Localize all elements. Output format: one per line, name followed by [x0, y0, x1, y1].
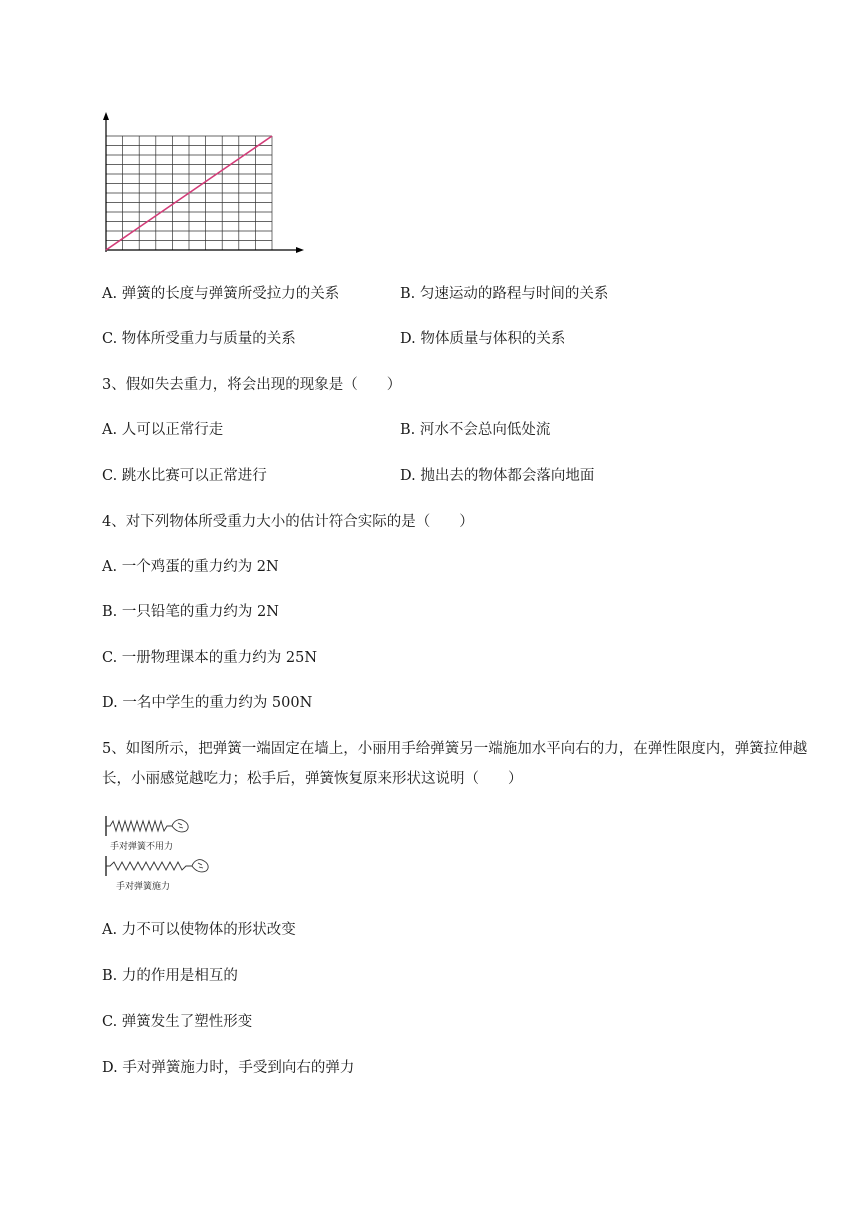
y-axis-arrow-icon	[103, 112, 109, 120]
q4-option-d: D. 一名中学生的重力约为 500N	[102, 695, 313, 711]
q3-option-c: C. 跳水比赛可以正常进行	[102, 468, 267, 484]
x-axis-arrow-icon	[296, 247, 304, 253]
q2-option-c: C. 物体所受重力与质量的关系	[102, 331, 296, 347]
spring-figure	[100, 814, 230, 896]
q3-option-a: A. 人可以正常行走	[102, 422, 224, 438]
q5-option-a: A. 力不可以使物体的形状改变	[102, 922, 296, 938]
q4-option-c: C. 一册物理课本的重力约为 25N	[102, 650, 318, 666]
q5-stem: 5、如图所示，把弹簧一端固定在墙上，小丽用手给弹簧另一端施加水平向右的力，在弹性限度内，弹簧拉伸越长，小丽感觉越吃力；松手后，弹簧恢复原来形状这说明（ ）	[102, 741, 808, 787]
q2-option-d: D. 物体质量与体积的关系	[400, 331, 566, 347]
q4-stem: 4、对下列物体所受重力大小的估计符合实际的是（ ）	[102, 514, 474, 530]
hand-icon	[192, 860, 208, 872]
q4-option-b: B. 一只铅笔的重力约为 2N	[102, 604, 279, 620]
figure-caption-bottom: 手对弹簧施力	[116, 882, 171, 892]
q3-option-b: B. 河水不会总向低处流	[400, 422, 551, 438]
linear-graph-figure	[96, 110, 308, 260]
q5-option-c: C. 弹簧发生了塑性形变	[102, 1014, 253, 1030]
q5-option-d: D. 手对弹簧施力时，手受到向右的弹力	[102, 1060, 355, 1076]
spring-icon	[106, 862, 192, 870]
q3-option-d: D. 抛出去的物体都会落向地面	[400, 468, 595, 484]
q4-option-a: A. 一个鸡蛋的重力约为 2N	[102, 559, 279, 575]
figure-caption-top: 手对弹簧不用力	[110, 842, 174, 852]
hand-icon	[172, 820, 188, 832]
q3-stem: 3、假如失去重力，将会出现的现象是（ ）	[102, 377, 402, 393]
q2-option-b: B. 匀速运动的路程与时间的关系	[400, 286, 609, 302]
spring-icon	[106, 821, 172, 831]
q2-option-a: A. 弹簧的长度与弹簧所受拉力的关系	[102, 286, 340, 302]
q5-option-b: B. 力的作用是相互的	[102, 968, 238, 984]
